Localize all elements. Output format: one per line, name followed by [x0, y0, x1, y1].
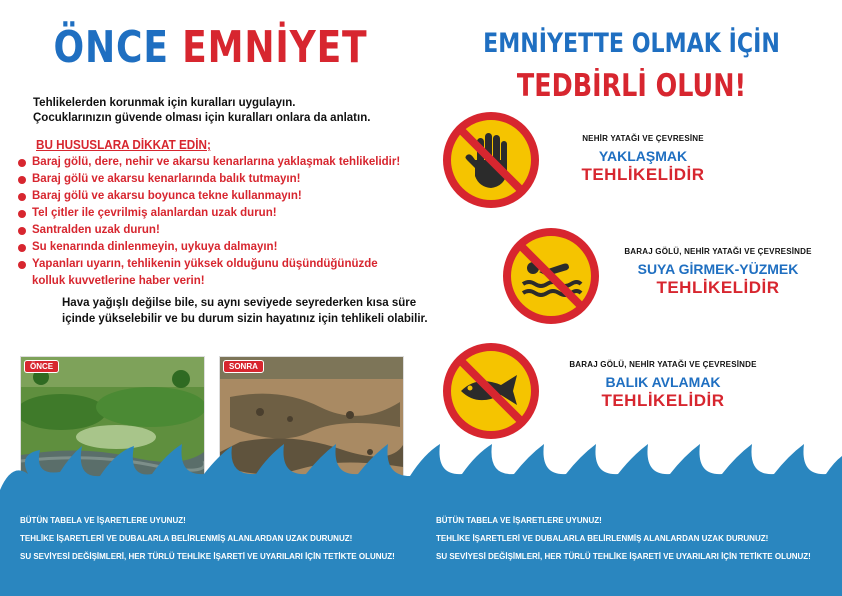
rule-item-continuation: kolluk kuvvetlerine haber verin! — [32, 275, 205, 287]
bullet-icon — [18, 159, 26, 167]
rule-item: Baraj gölü ve akarsu boyunca tekne kullanmayın! — [14, 188, 414, 205]
intro-line-2: Çocuklarınızın güvende olması için kuralları onlara da anlatın. — [33, 112, 371, 124]
footer-right-line-1: BÜTÜN TABELA VE İŞARETLERE UYUNUZ! — [436, 516, 602, 525]
photo-after-label: SONRA — [223, 360, 264, 373]
page-title-right-line1: EMNİYETTE OLMAK İÇİN — [483, 28, 780, 59]
title-once: ÖNCE — [53, 22, 169, 73]
page-title-left — [38, 22, 383, 73]
rule-item: Yapanları uyarın, tehlikenin yüksek olduğunu düşündüğünüzde — [14, 256, 414, 273]
rule-item: Su kenarında dinlenmeyin, uykuya dalmayın! — [14, 239, 414, 256]
footer-left-line-1: BÜTÜN TABELA VE İŞARETLERE UYUNUZ! — [20, 516, 186, 525]
warning-line-1: Hava yağışlı değilse bile, su aynı seviyede seyrederken kısa süre — [62, 297, 417, 309]
rule-item: Tel çitler ile çevrilmiş alanlardan uzak durun! — [14, 205, 414, 222]
footer-right-line-2: TEHLİKE İŞARETLERİ VE DUBALARLA BELİRLENMİŞ ALANLARDAN UZAK DURUNUZ! — [436, 534, 769, 543]
swimmer-icon — [503, 228, 599, 324]
footer-right-line-3: SU SEVİYESİ DEĞİŞİMLERİ, HER TÜRLÜ TEHLİKE İŞARETİ VE UYARILARI İÇİN TETİKTE OLUNUZ! — [436, 552, 811, 561]
rule-item: Santralden uzak durun! — [14, 222, 414, 239]
photo-before-label: ÖNCE — [24, 360, 59, 373]
sign-no-fishing — [443, 343, 539, 439]
sign-1-danger: TEHLİKELİDİR — [581, 165, 705, 184]
sign-no-swimming — [503, 228, 599, 324]
intro-text — [33, 96, 370, 126]
fish-icon — [443, 343, 539, 439]
sign-3-action: BALIK AVLAMAK — [605, 374, 721, 390]
bullet-icon — [18, 193, 26, 201]
bullet-icon — [18, 227, 26, 235]
intro-line-1: Tehlikelerden korunmak için kuralları uygulayın. — [33, 97, 296, 109]
title-emniyet: EMNİYET — [182, 22, 368, 73]
rules-list — [14, 154, 414, 290]
sign-3-text — [548, 360, 778, 411]
bullet-icon — [18, 210, 26, 218]
rules-subheading: BU HUSUSLARA DİKKAT EDİN; — [36, 137, 211, 152]
sign-1-location: NEHİR YATAĞI VE ÇEVRESİNE — [582, 134, 704, 143]
footer-right — [436, 512, 811, 566]
page-title-right-line2: TEDBİRLİ OLUN! — [516, 68, 747, 104]
sign-2-location: BARAJ GÖLÜ, NEHİR YATAĞI VE ÇEVRESİNDE — [624, 247, 812, 256]
sign-no-approach — [443, 112, 539, 208]
rule-item: Baraj gölü ve akarsu kenarlarında balık tutmayın! — [14, 171, 414, 188]
sign-3-location: BARAJ GÖLÜ, NEHİR YATAĞI VE ÇEVRESİNDE — [569, 360, 757, 369]
sign-2-danger: TEHLİKELİDİR — [656, 278, 780, 297]
sign-2-action: SUYA GİRMEK-YÜZMEK — [637, 261, 799, 277]
bullet-icon — [18, 244, 26, 252]
warning-line-2: içinde yükselebilir ve bu durum sizin hayatınız için tehlikeli olabilir. — [62, 313, 428, 325]
sign-1-text — [548, 134, 738, 185]
warning-text — [62, 295, 428, 327]
footer-left-line-3: SU SEVİYESİ DEĞİŞİMLERİ, HER TÜRLÜ TEHLİKE İŞARETİ VE UYARILARI İÇİN TETİKTE OLUNUZ! — [20, 552, 395, 561]
footer-left-line-2: TEHLİKE İŞARETLERİ VE DUBALARLA BELİRLENMİŞ ALANLARDAN UZAK DURUNUZ! — [20, 534, 353, 543]
sign-3-danger: TEHLİKELİDİR — [601, 391, 725, 410]
rule-item: Baraj gölü, dere, nehir ve akarsu kenarlarına yaklaşmak tehlikelidir! — [14, 154, 414, 171]
sign-1-action: YAKLAŞMAK — [598, 148, 688, 164]
bullet-icon — [18, 261, 26, 269]
hand-stop-icon — [443, 112, 539, 208]
bullet-icon — [18, 176, 26, 184]
footer-left — [20, 512, 395, 566]
sign-2-text — [600, 247, 836, 298]
